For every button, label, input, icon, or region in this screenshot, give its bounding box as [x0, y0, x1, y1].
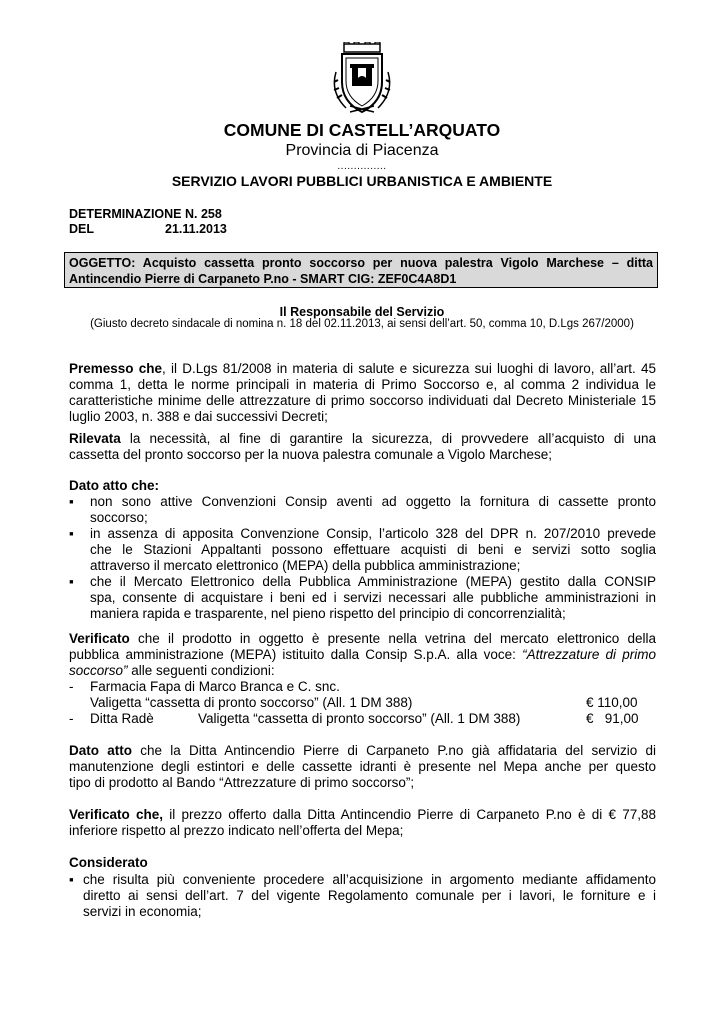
offer-dash: - [69, 679, 74, 694]
list-item: ▪ che il Mercato Elettronico della Pubblica Amministrazione (MEPA) gestito dalla CONSIP spa, consente di acquistare i beni ed i servizi necessari alle pubbliche amministrazioni in maniera rapida e trasparente, nel pieno rispetto del principio di concorrenzialità; [69, 574, 656, 621]
list-item: ▪ non sono attive Convenzioni Consip aventi ad oggetto la fornitura di cassette pronto soccorso; [69, 494, 656, 525]
municipality-title: COMUNE DI CASTELL’ARQUATO [223, 120, 501, 140]
offer2-vendor: Ditta Radè [90, 711, 154, 726]
responsible-title: Il Responsabile del Servizio [279, 305, 445, 319]
province-subtitle: Provincia di Piacenza [285, 142, 439, 159]
dato-atto-heading: Dato atto che: [69, 478, 160, 493]
bullet-marker: ▪ [69, 574, 74, 589]
bullet-marker: ▪ [69, 494, 74, 509]
determination-date [69, 222, 227, 236]
verificato-che-paragraph: Verificato che, il prezzo offerto dalla Ditta Antincendio Pierre di Carpaneto P.no è di € 77,88 inferiore rispetto al prezzo indicato nell’offerta del Mepa; [69, 807, 657, 838]
subject-line-2: Antincendio Pierre di Carpaneto P.no - SMART CIG: ZEF0C4A8D1 [69, 272, 457, 286]
offer-dash: - [69, 711, 74, 726]
responsible-subtitle: (Giusto decreto sindacale di nomina n. 18 del 02.11.2013, ai sensi dell’art. 50, comma 10, D.Lgs 267/2000) [90, 318, 634, 330]
verificato-che-lead: Verificato che, [69, 807, 164, 822]
offer1-item: Valigetta “cassetta di pronto soccorso” (All. 1 DM 388) [90, 695, 413, 710]
list-item: ▪ che risulta più conveniente procedere all’acquisizione in argomento mediante affidamento diretto ai sensi dell’art. 7 del vigente Regolamento comunale per i lavori, le forniture e i servizi in economia; [69, 872, 656, 919]
offer1-price: € 110,00 [586, 695, 638, 710]
offer2-item: Valigetta “cassetta di pronto soccorso” (All. 1 DM 388) [198, 711, 521, 726]
list-item: ▪ in assenza di apposita Convenzione Consip, l’articolo 328 del DPR n. 207/2010 prevede che le Stazioni Appaltanti possono effettuare acquisti di beni e servizi sotto soglia attraverso il mercato elettronico (MEPA) della pubblica amministrazione; [69, 526, 656, 573]
determination-number: DETERMINAZIONE N. 258 [69, 207, 222, 221]
rilevata-paragraph: Rilevata la necessità, al fine di garantire la sicurezza, di provvedere all’acquisto di una cassetta del pronto soccorso per la nuova palestra comunale a Vigolo Marchese; [69, 431, 656, 462]
considerato-heading: Considerato [69, 855, 148, 870]
premesso-paragraph: Premesso che, il D.Lgs 81/2008 in materia di salute e sicurezza sui luoghi di lavoro, all’art. 45 comma 1, detta le norme principali in materia di Primo Soccorso e, al comma 2 individua le caratteristiche minime delle attrezzature di primo soccorso individuati dal Decreto Ministeriale 15 luglio 2003, n. 388 e dai successivi Decreti; [69, 361, 657, 424]
rilevata-lead: Rilevata [69, 431, 121, 446]
verificato-lead: Verificato [69, 631, 130, 646]
subject-line-1: OGGETTO: Acquisto cassetta pronto soccorso per nuova palestra Vigolo Marchese – ditta [69, 256, 653, 270]
date-label: DEL [69, 222, 94, 236]
offer1-vendor: Farmacia Fapa di Marco Branca e C. snc. [90, 679, 340, 694]
header-separator: ............... [337, 161, 387, 172]
premesso-lead: Premesso che [69, 361, 163, 376]
municipal-crest-icon [330, 42, 394, 116]
dato-atto-paragraph: Dato atto che la Ditta Antincendio Pierre di Carpaneto P.no già affidataria del servizio di manutenzione degli estintori e delle cassette idranti è presente nel Mepa anche per questo tipo di prodotto al Bando “Attrezzature di primo soccorso”; [69, 743, 656, 790]
service-title: SERVIZIO LAVORI PUBBLICI URBANISTICA E AMBIENTE [171, 173, 553, 189]
subject-box [64, 252, 658, 288]
verificato-paragraph: Verificato che il prodotto in oggetto è presente nella vetrina del mercato elettronico della pubblica amministrazione (MEPA) istituito dalla Consip S.p.A. alla voce: “Attrezzature di primo soccorso” alle seguenti condizioni: [69, 631, 656, 678]
dato-atto-lead: Dato atto [69, 743, 132, 758]
offer2-price: € 91,00 [586, 711, 639, 726]
date-value: 21.11.2013 [165, 222, 227, 236]
bullet-marker: ▪ [69, 872, 74, 887]
bullet-marker: ▪ [69, 526, 74, 541]
